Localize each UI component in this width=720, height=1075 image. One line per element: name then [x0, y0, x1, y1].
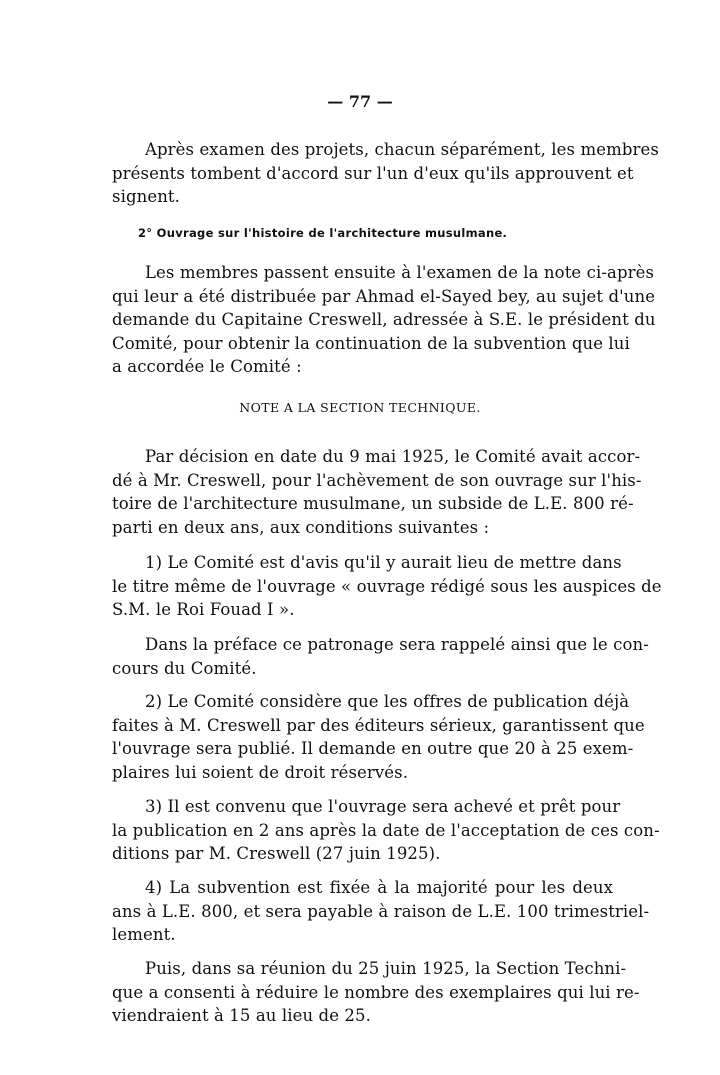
text-line: 2) Le Comité considère que les offres de publication déjà — [145, 692, 630, 711]
text-line: faites à M. Creswell par des éditeurs sérieux, garantissent que — [112, 715, 645, 735]
text-line: toire de l'architecture musulmane, un subside de L.E. 800 ré- — [112, 494, 634, 514]
text-line: Dans la préface ce patronage sera rappelé ainsi que le con- — [145, 635, 649, 654]
text-line: signent. — [112, 187, 181, 207]
text-line: 3) Il est convenu que l'ouvrage sera achevé et prêt pour — [145, 797, 621, 816]
text-line: ditions par M. Creswell (27 juin 1925). — [112, 844, 441, 864]
text-line: l'ouvrage sera publié. Il demande en outre que 20 à 25 exem- — [112, 739, 634, 759]
text-line: demande du Capitaine Creswell, adressée à S.E. le président du — [112, 310, 656, 330]
text-line: 1) Le Comité est d'avis qu'il y aurait lieu de mettre dans — [145, 553, 622, 572]
text-line: dé à Mr. Creswell, pour l'achèvement de son ouvrage sur l'his- — [112, 470, 642, 490]
text-line: a accordée le Comité : — [112, 357, 302, 377]
text-line: qui leur a été distribuée par Ahmad el-Sayed bey, au sujet d'une — [112, 286, 656, 306]
text-line: parti en deux ans, aux conditions suivantes : — [112, 517, 490, 537]
text-line: Après examen des projets, chacun séparément, les membres — [145, 140, 659, 159]
text-line: plaires lui soient de droit réservés. — [112, 762, 409, 782]
text-line: la publication en 2 ans après la date de l'acceptation de ces con- — [112, 820, 660, 840]
text-line: 4) La subvention est fixée à la majorité pour les deux — [145, 878, 613, 897]
text-line: ans à L.E. 800, et sera payable à raison de L.E. 100 trimestriel- — [112, 901, 650, 921]
text-line: le titre même de l'ouvrage « ouvrage rédigé sous les auspices de — [112, 576, 662, 596]
text-line: S.M. le Roi Fouad I ». — [112, 600, 295, 620]
text-line: cours du Comité. — [112, 658, 257, 678]
page-number: — 77 — — [327, 92, 393, 111]
note-title: NOTE A LA SECTION TECHNIQUE. — [239, 400, 481, 415]
text-line: que a consenti à réduire le nombre des exemplaires qui lui re- — [112, 982, 640, 1002]
text-line: Puis, dans sa réunion du 25 juin 1925, la Section Techni- — [145, 959, 627, 978]
text-line: Par décision en date du 9 mai 1925, le Comité avait accor- — [145, 447, 641, 466]
text-line: présents tombent d'accord sur l'un d'eux qu'ils approuvent et — [112, 163, 634, 183]
section-heading: 2° Ouvrage sur l'histoire de l'architecture musulmane. — [138, 226, 508, 240]
text-line: Les membres passent ensuite à l'examen de la note ci-après — [145, 263, 655, 282]
text-line: Comité, pour obtenir la continuation de la subvention que lui — [112, 333, 630, 353]
text-line: lement. — [112, 925, 176, 945]
text-line: viendraient à 15 au lieu de 25. — [112, 1006, 371, 1026]
